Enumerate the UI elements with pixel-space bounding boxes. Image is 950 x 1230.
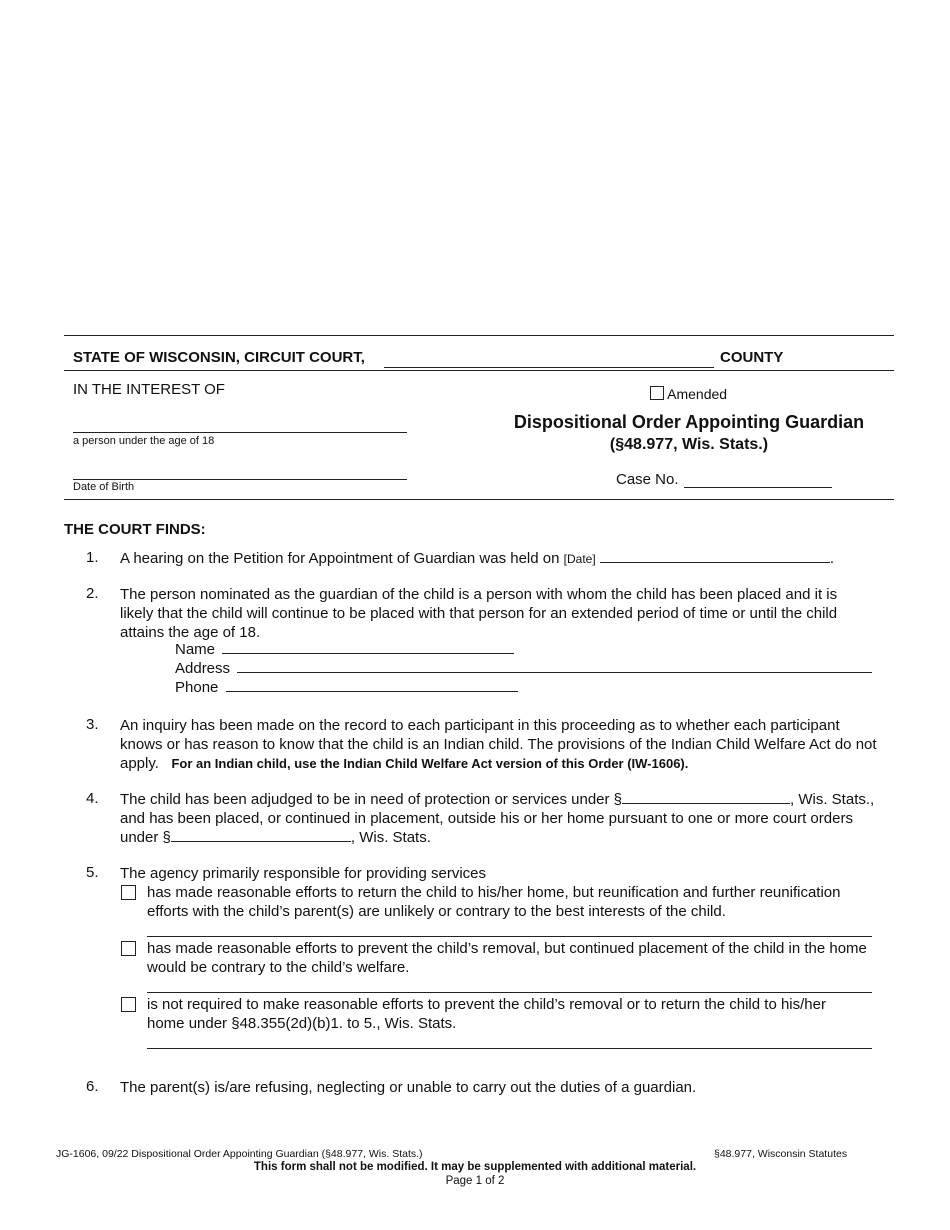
hearing-date-field[interactable] (600, 562, 830, 563)
item-2-number: 2. (86, 585, 99, 602)
phone-label: Phone (175, 679, 219, 696)
option-c-explanation-line[interactable] (147, 1048, 872, 1049)
page-number: Page 1 of 2 (445, 1175, 505, 1187)
case-no-label: Case No. (616, 471, 679, 488)
date-of-birth-field[interactable] (73, 479, 407, 480)
address-label: Address (175, 660, 231, 677)
caption-rule (64, 370, 894, 371)
item-5-number: 5. (86, 864, 99, 881)
item-3-number: 3. (86, 716, 99, 733)
item-4-text-c: and has been placed, or continued in placement, outside his or her home pursuant to one or more court orders (120, 810, 853, 827)
item-4-line-1 (120, 790, 910, 809)
item-1 (120, 549, 880, 569)
item-1-number: 1. (86, 549, 99, 566)
placement-statute-field[interactable] (171, 841, 351, 842)
name-label: Name (175, 641, 216, 658)
case-no-field[interactable] (684, 487, 832, 488)
in-interest-of-label: IN THE INTEREST OF (73, 381, 225, 398)
option-b-text: has made reasonable efforts to prevent the child’s removal, but continued placement of the child in the home would be contrary to the child’s welfare. (147, 940, 867, 976)
guardian-address-field[interactable] (237, 672, 872, 673)
guardian-name-field[interactable] (222, 653, 514, 654)
person-under-18-label: a person under the age of 18 (73, 435, 215, 447)
item-1-text: A hearing on the Petition for Appointment of Guardian was held on (120, 550, 560, 567)
amended-checkbox-row[interactable] (650, 386, 727, 402)
footer-statute: §48.977, Wisconsin Statutes (714, 1148, 848, 1160)
top-rule (64, 335, 894, 336)
item-4-number: 4. (86, 790, 99, 807)
form-title: Dispositional Order Appointing Guardian (513, 412, 865, 432)
item-1-period: . (829, 550, 834, 567)
county-label: COUNTY (720, 349, 784, 366)
item-4-text-e: , Wis. Stats. (350, 829, 431, 846)
item-4-text-a: The child has been adjudged to be in need of protection or services under § (120, 791, 623, 808)
option-a-text: has made reasonable efforts to return the child to his/her home, but reunification and further reunification efforts with the child’s parent(s) are unlikely or contrary to the best interests of the child. (147, 884, 841, 920)
item-5-text: The agency primarily responsible for providing services (120, 865, 486, 882)
guardian-phone-field[interactable] (226, 691, 518, 692)
item-4-line-3 (120, 828, 910, 847)
item-4-text-d: under § (120, 829, 171, 846)
amended-checkbox[interactable] (650, 386, 664, 400)
item-6-number: 6. (86, 1078, 99, 1095)
item-6-text: The parent(s) is/are refusing, neglecting or unable to carry out the duties of a guardian. (120, 1079, 697, 1096)
option-b-explanation-line[interactable] (147, 992, 872, 993)
footer-form-id: JG-1606, 09/22 Dispositional Order Appointing Guardian (§48.977, Wis. Stats.) (56, 1148, 423, 1160)
chips-statute-field[interactable] (622, 803, 790, 804)
item-1-date-label: [Date] (563, 552, 596, 566)
item-4-text-b: , Wis. Stats., (790, 791, 875, 808)
guardian-address-row (175, 660, 872, 677)
item-4 (120, 790, 910, 847)
guardian-name-row (175, 641, 514, 658)
guardian-phone-row (175, 679, 518, 696)
item-3 (120, 716, 880, 773)
option-b-checkbox[interactable] (121, 941, 136, 956)
item-3-text: An inquiry has been made on the record to each participant in this proceeding as to whether each participant knows or has reason to know that the child is an Indian child. The provisions of the Indian Child Welfare Act do not apply. (120, 717, 877, 772)
footer-notice: This form shall not be modified. It may be supplemented with additional material. (253, 1161, 697, 1173)
option-c-text: is not required to make reasonable efforts to prevent the child’s removal or to return the child to his/her home under §48.355(2d)(b)1. to 5., Wis. Stats. (147, 996, 826, 1032)
option-a-explanation-line[interactable] (147, 936, 872, 937)
date-of-birth-label: Date of Birth (73, 481, 135, 493)
caption-bottom-rule (64, 499, 894, 500)
state-court-label: STATE OF WISCONSIN, CIRCUIT COURT, (73, 349, 365, 366)
child-name-field[interactable] (73, 432, 407, 433)
county-name-field[interactable] (384, 367, 714, 368)
form-subtitle: (§48.977, Wis. Stats.) (609, 436, 769, 453)
option-a-checkbox[interactable] (121, 885, 136, 900)
option-c-checkbox[interactable] (121, 997, 136, 1012)
amended-label: Amended (667, 386, 728, 402)
court-finds-heading: THE COURT FINDS: (64, 521, 206, 538)
item-2-text: The person nominated as the guardian of the child is a person with whom the child has been placed and it is likely that the child will continue to be placed with that person for an extended period of time or until the child attains the age of 18. (120, 586, 838, 641)
item-3-note: For an Indian child, use the Indian Child Welfare Act version of this Order (IW-1606). (171, 756, 689, 771)
